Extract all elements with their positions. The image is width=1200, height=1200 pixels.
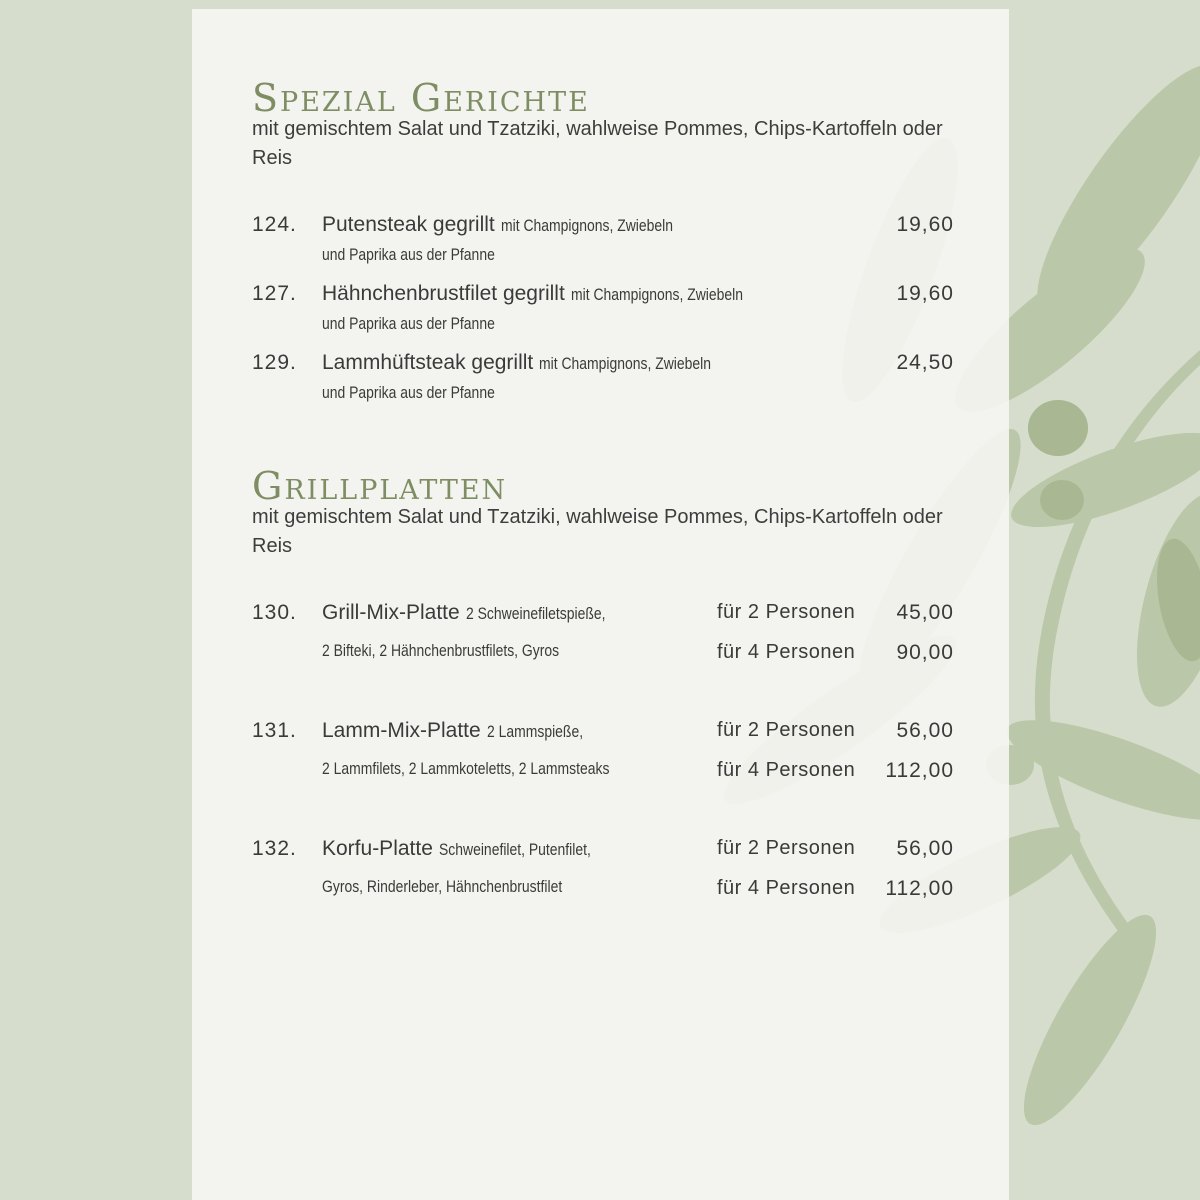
menu-item-130-line2 — [252, 641, 954, 675]
item-price: 24,50 — [896, 351, 954, 374]
item-name-text: Putensteak gegrillt — [322, 213, 495, 236]
item-number: 130. — [252, 601, 297, 624]
item-persons: für 4 Personen — [717, 877, 856, 899]
item-persons: für 4 Personen — [717, 641, 856, 663]
item-price: 56,00 — [896, 837, 954, 860]
item-number: 132. — [252, 837, 297, 860]
item-description: 2 Lammspieße, — [486, 722, 583, 741]
item-number: 124. — [252, 213, 297, 236]
section-title-grillplatten: Grillplatten — [252, 464, 508, 508]
item-description: 2 Schweinefiletspieße, — [465, 604, 605, 623]
section-title-spezial-gerichte: Spezial Gerichte — [252, 76, 590, 120]
item-price: 90,00 — [896, 641, 954, 664]
menu-page — [192, 9, 1009, 1200]
menu-item-132-line2 — [252, 877, 954, 911]
item-price: 112,00 — [885, 877, 954, 900]
item-price: 19,60 — [896, 282, 954, 305]
item-name — [322, 601, 636, 625]
item-persons: für 2 Personen — [717, 719, 856, 741]
item-name — [322, 282, 780, 306]
item-description: mit Champignons, Zwiebeln — [500, 216, 673, 235]
menu-item-129 — [252, 351, 954, 385]
item-description-line2: Gyros, Rinderleber, Hähnchenbrustfilet — [322, 877, 563, 896]
item-name-text: Lammhüftsteak gegrillt — [322, 351, 534, 374]
item-price: 56,00 — [896, 719, 954, 742]
section-subtitle-spezial-gerichte: mit gemischtem Salat und Tzatziki, wahlweise Pommes, Chips-Kartoffeln oder Reis — [252, 118, 943, 169]
item-number: 131. — [252, 719, 297, 742]
item-name — [322, 213, 710, 237]
menu-item-124 — [252, 213, 954, 247]
item-name — [322, 837, 624, 861]
item-description-line2: 2 Lammfilets, 2 Lammkoteletts, 2 Lammsteaks — [322, 759, 610, 778]
item-number: 127. — [252, 282, 297, 305]
item-price: 45,00 — [896, 601, 954, 624]
menu-item-130 — [252, 601, 954, 635]
item-description-line2: und Paprika aus der Pfanne — [322, 314, 495, 333]
item-name-text: Lamm-Mix-Platte — [322, 719, 481, 742]
item-description: mit Champignons, Zwiebeln — [570, 285, 743, 304]
item-description-line2: und Paprika aus der Pfanne — [322, 245, 495, 264]
item-description: Schweinefilet, Putenfilet, — [438, 840, 591, 859]
item-persons: für 2 Personen — [717, 837, 856, 859]
item-price: 112,00 — [885, 759, 954, 782]
item-persons: für 4 Personen — [717, 759, 856, 781]
item-name-text: Korfu-Platte — [322, 837, 433, 860]
item-description: mit Champignons, Zwiebeln — [539, 354, 712, 373]
menu-item-127 — [252, 282, 954, 316]
item-price: 19,60 — [896, 213, 954, 236]
item-name-text: Grill-Mix-Platte — [322, 601, 460, 624]
menu-item-131 — [252, 719, 954, 753]
item-name — [322, 351, 749, 375]
item-description-line2: und Paprika aus der Pfanne — [322, 383, 495, 402]
menu-item-131-line2 — [252, 759, 954, 793]
item-name-text: Hähnchenbrustfilet gegrillt — [322, 282, 565, 305]
item-number: 129. — [252, 351, 297, 374]
item-name — [322, 719, 604, 743]
item-persons: für 2 Personen — [717, 601, 856, 623]
item-description-line2: 2 Bifteki, 2 Hähnchenbrustfilets, Gyros — [322, 641, 560, 660]
section-subtitle-grillplatten: mit gemischtem Salat und Tzatziki, wahlweise Pommes, Chips-Kartoffeln oder Reis — [252, 506, 943, 557]
menu-item-132 — [252, 837, 954, 871]
